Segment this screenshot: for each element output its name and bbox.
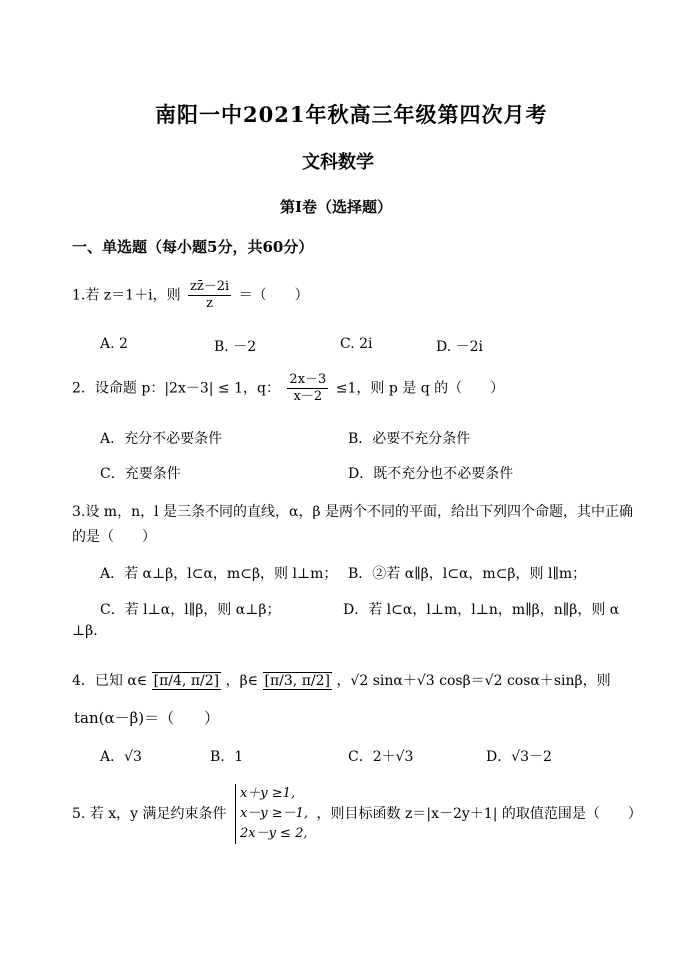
question-5 [72, 784, 642, 844]
q5-suffix: ，则目标函数 z＝|x－2y＋1| 的取值范围是（ ） [316, 806, 642, 822]
q1-option-c: C. 2i [340, 336, 373, 352]
question-3-line1: 3.设 m，n，l 是三条不同的直线，α，β 是两个不同的平面，给出下列四个命题，其中正确 [72, 504, 634, 520]
q5-prefix: 5. 若 x，y 满足约束条件 [72, 806, 227, 822]
q1-option-d: D. －2i [436, 339, 484, 355]
q2-suffix: ≤1，则 p 是 q 的（ ） [335, 380, 505, 397]
q1-denominator: z [206, 296, 214, 311]
q4-equation: ，√2 sinα＋√3 cosβ＝√2 cosα＋sinβ，则 [336, 673, 611, 689]
q1-suffix: ＝（ ） [238, 287, 309, 304]
q3-option-a: A．若 α⊥β，l⊂α，m⊂β，则 l⊥m； [100, 566, 338, 582]
q4-option-a: A．√3 [100, 749, 142, 765]
section-heading: 一、单选题（每小题5分，共60分） [72, 238, 314, 256]
exam-title: 南阳一中2021年秋高三年级第四次月考 [155, 102, 548, 127]
q3-option-b: B．②若 α∥β，l⊂α，m⊂β，则 l∥m； [348, 566, 587, 582]
q1-numerator: zz̄－2i [190, 279, 230, 294]
question-4 [72, 670, 611, 690]
q4-interval-alpha: [π/4, π/2] [153, 673, 220, 689]
q4-prefix: 4．已知 α∈ [72, 673, 148, 689]
q4-option-b: B．1 [210, 749, 244, 765]
q3-option-d: D．若 l⊂α，l⊥m，l⊥n，m∥β，n∥β，则 α [343, 602, 620, 618]
q1-option-a: A. 2 [100, 336, 128, 352]
q5-constraint-system [235, 784, 308, 844]
q1-prefix: 1.若 z＝1＋i，则 [72, 287, 181, 304]
q2-option-c: C．充要条件 [100, 466, 181, 482]
question-1 [72, 279, 309, 312]
q3-option-c: C．若 l⊥α，l∥β，则 α⊥β； [100, 602, 281, 618]
subject-title: 文科数学 [302, 152, 374, 173]
q4-option-c: C．2＋√3 [348, 749, 414, 765]
q4-option-d: D．√3－2 [486, 749, 552, 765]
q4-mid: ，β∈ [225, 673, 259, 689]
q5-constraint-1: x＋y ≥1, [239, 786, 296, 801]
q2-option-d: D．既不充分也不必要条件 [348, 466, 514, 482]
q2-denominator: x－2 [293, 389, 323, 404]
q2-numerator: 2x－3 [289, 372, 327, 387]
question-3-line2: 的是（ ） [72, 529, 156, 545]
question-2 [72, 372, 504, 405]
q1-fraction [188, 279, 231, 312]
q2-option-a: A．充分不必要条件 [100, 431, 223, 447]
volume-title: 第Ⅰ卷（选择题） [280, 198, 393, 216]
q4-interval-beta: [π/3, π/2] [264, 673, 330, 689]
q3-option-d-cont: ⊥β. [72, 623, 98, 639]
q5-constraint-3: 2x－y ≤ 2, [239, 826, 308, 841]
q2-fraction [287, 372, 328, 405]
q1-option-b: B. －2 [214, 339, 257, 355]
q2-option-b: B．必要不充分条件 [348, 431, 471, 447]
question-4-line2: tan(α－β)＝（ ） [74, 709, 220, 727]
q5-constraint-2: x－y ≥－1, [239, 806, 309, 821]
q2-prefix: 2．设命题 p：|2x－3| ≤ 1，q： [72, 380, 280, 397]
